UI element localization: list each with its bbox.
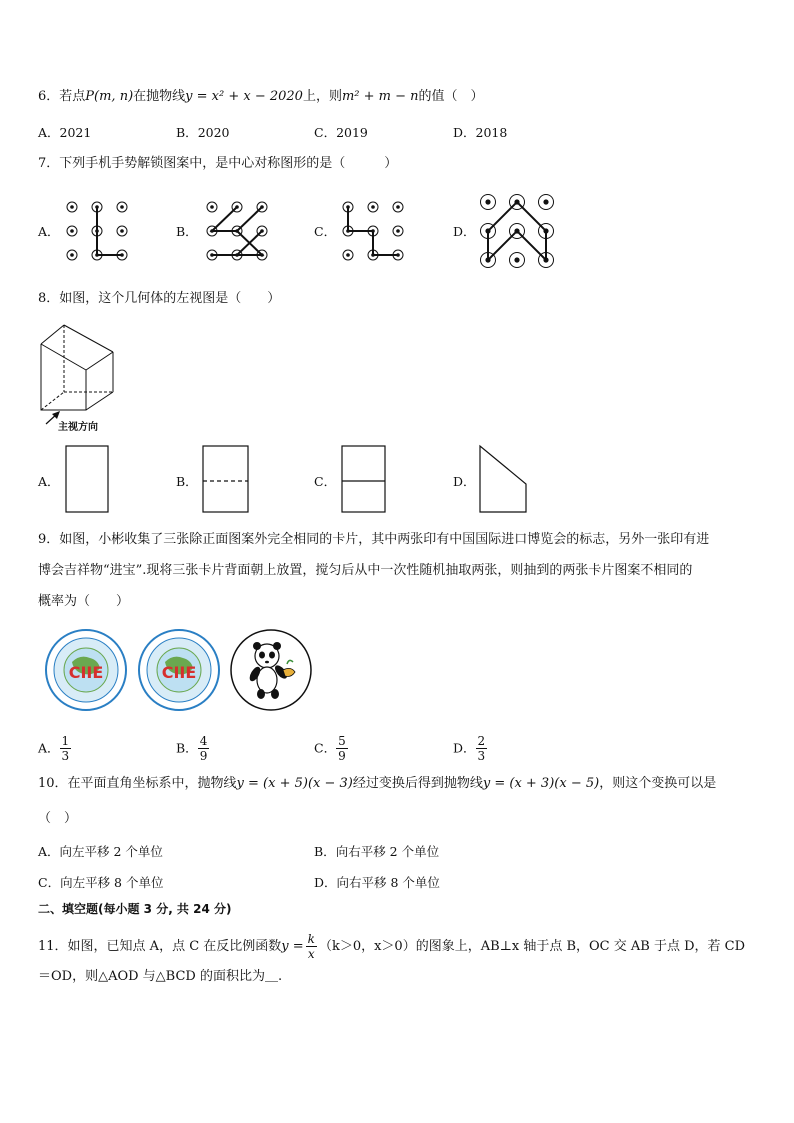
- q8-caption: 主视方向: [58, 422, 98, 433]
- q6-point: P(m, n): [85, 89, 134, 104]
- q7-option-b-label: B．: [176, 224, 198, 239]
- q9-option-c: C． $\frac{5}{9}$: [314, 734, 346, 763]
- q8-option-b-view: [201, 444, 251, 516]
- q6-stem-a: 6．若点: [38, 89, 86, 104]
- q11-stem-line1: 11．如图，已知点 A，点 C 在反比例函数y = $\frac{k}{x}$ （k＞0，x＞0）的图象上，AB⊥x 轴于点 B，OC 交 AB 于点 D，若 CD: [38, 932, 746, 961]
- q7-stem: 7．下列手机手势解锁图案中，是中心对称图形的是（ ）: [38, 156, 398, 171]
- q6-stem-b: 在抛物线: [133, 89, 186, 104]
- q6-curve: y = x² + x − 2020: [185, 89, 303, 104]
- q10-curve2: y = (x + 3)(x − 5): [482, 776, 600, 791]
- q6-stem-c: 上，则: [302, 89, 342, 104]
- q6-option-a: A．2021: [38, 125, 92, 140]
- q7-pattern-d: [474, 190, 560, 272]
- q6-option-c: C．2019: [314, 125, 368, 140]
- q8-option-d-view: [477, 444, 531, 516]
- q10-option-b: B．向右平移 2 个单位: [314, 844, 440, 859]
- q9-option-a: A． $\frac{1}{3}$: [38, 734, 70, 763]
- q9-logo-text-2: CIIE: [161, 663, 197, 682]
- q7-pattern-b: [200, 196, 276, 266]
- q7-pattern-a: [60, 196, 136, 266]
- q8-option-d-label: D．: [453, 474, 476, 489]
- q10-option-d: D．向右平移 8 个单位: [314, 875, 440, 890]
- q6-stem: [38, 89, 484, 105]
- q9-card-ciie-logo-1: [44, 628, 128, 712]
- q10-curve1: y = (x + 5)(x − 3): [236, 776, 353, 791]
- q9-logo-text-1: CIIE: [68, 663, 104, 682]
- q8-solid-figure: [36, 320, 126, 436]
- q11-stem-line2: ＝OD，则△AOD 与△BCD 的面积比为＿.: [38, 969, 283, 984]
- q9-card-mascot-jinbao: [229, 628, 313, 712]
- q7-option-c-label: C．: [314, 224, 337, 239]
- q9-option-b: B． $\frac{4}{9}$: [176, 734, 208, 763]
- q8-stem: 8．如图，这个几何体的左视图是（ ）: [38, 291, 281, 306]
- q10-option-a: A．向左平移 2 个单位: [38, 844, 163, 859]
- q8-option-b-label: B．: [176, 474, 198, 489]
- q10-blank: （ ）: [38, 811, 78, 826]
- q8-option-c-label: C．: [314, 474, 337, 489]
- q7-option-a-label: A．: [38, 224, 60, 239]
- q8-option-a-view: [64, 444, 110, 516]
- q7-pattern-c: [336, 196, 412, 266]
- q6-stem-d: 的值（ ）: [418, 89, 484, 104]
- q6-option-d: D．2018: [453, 125, 508, 140]
- q10-option-c: C．向左平移 8 个单位: [38, 875, 164, 890]
- q8-option-c-view: [340, 444, 388, 516]
- q9-stem-line3: 概率为（ ）: [38, 594, 130, 609]
- q9-stem-line2: 博会吉祥物“进宝”.现将三张卡片背面朝上放置，搅匀后从中一次性随机抽取两张，则抽到的两张卡片图案不相同的: [38, 563, 693, 578]
- q6-option-b: B．2020: [176, 125, 230, 140]
- section-heading: 二、填空题(每小题 3 分, 共 24 分): [38, 902, 232, 916]
- q10-stem: 10．在平面直角坐标系中，抛物线y = (x + 5)(x − 3)经过变换后得到抛物线y = (x + 3)(x − 5)，则这个变换可以是: [38, 776, 717, 791]
- q9-card-ciie-logo-2: [137, 628, 221, 712]
- q6-expr: m² + m − n: [341, 89, 419, 104]
- q7-option-d-label: D．: [453, 224, 476, 239]
- q9-option-d: D． $\frac{2}{3}$: [453, 734, 486, 763]
- q8-option-a-label: A．: [38, 474, 60, 489]
- q9-stem-line1: 9．如图，小彬收集了三张除正面图案外完全相同的卡片，其中两张印有中国国际进口博览会的标志，另外一张印有进: [38, 532, 710, 547]
